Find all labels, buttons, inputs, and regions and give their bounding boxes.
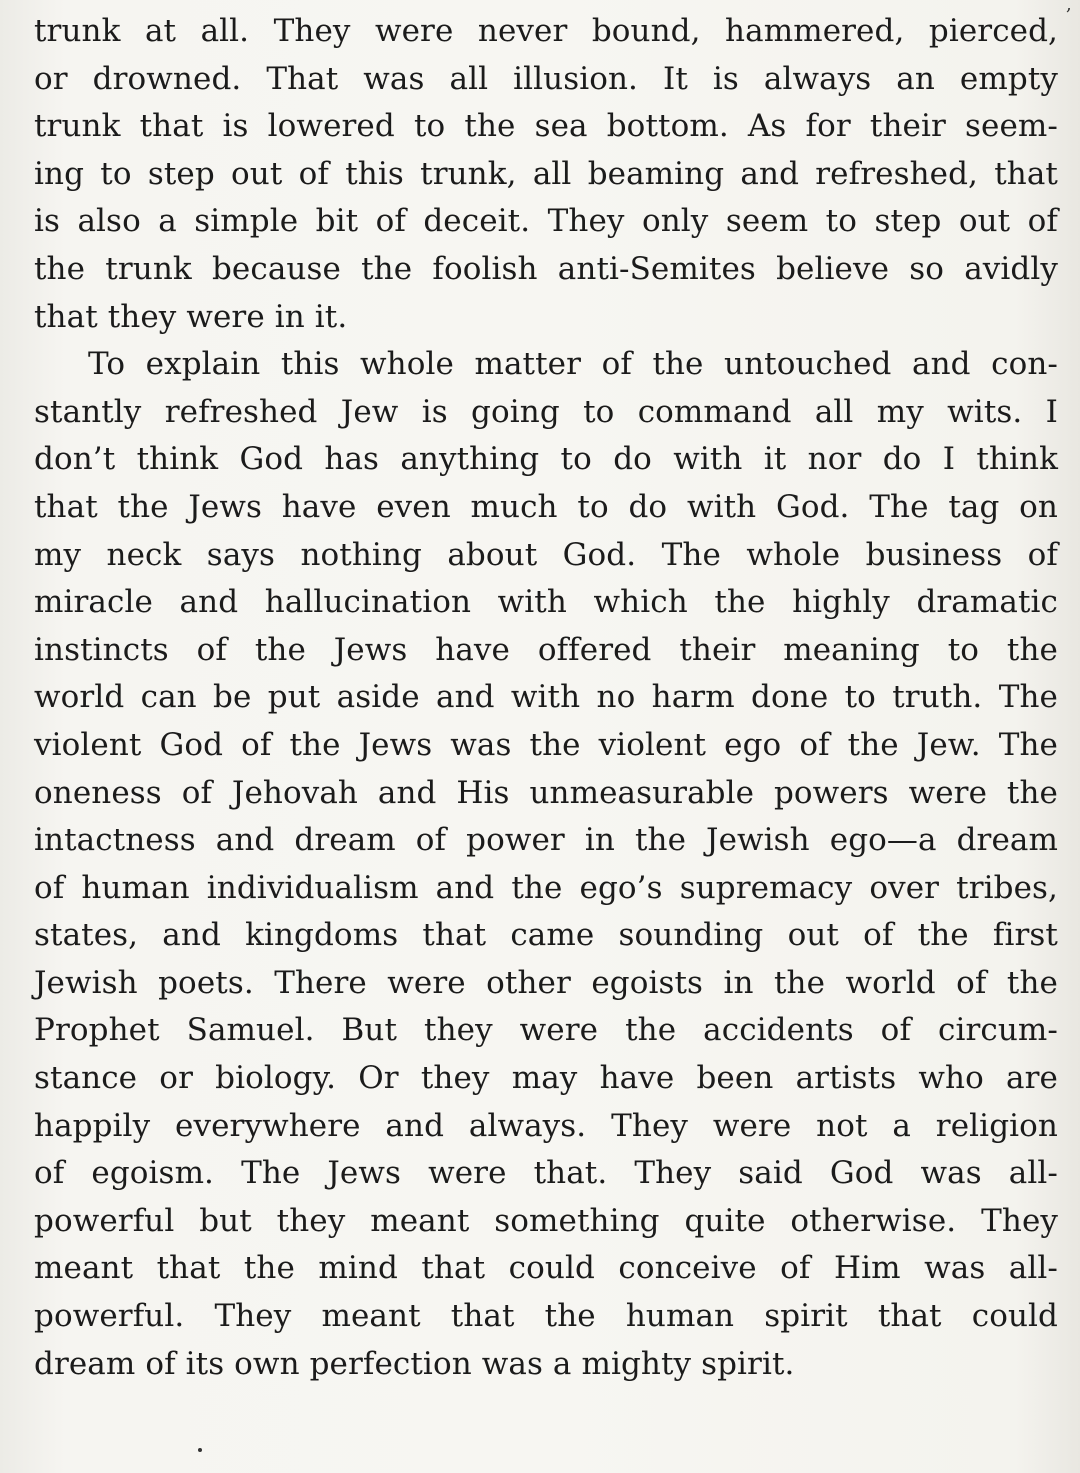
text-line: instincts of the Jews have offered their meaning to the	[34, 631, 1058, 668]
text-line: ing to step out of this trunk, all beaming and refreshed, that	[34, 155, 1058, 192]
paragraph-1	[34, 8, 1058, 341]
text-line: of egoism. The Jews were that. They said God was all-	[34, 1155, 1058, 1192]
text-line: happily everywhere and always. They were not a religion	[34, 1107, 1058, 1144]
text-line: that the Jews have even much to do with God. The tag on	[34, 488, 1058, 525]
text-line: the trunk because the foolish anti-Semites believe so avidly	[34, 250, 1058, 287]
text-line: world can be put aside and with no harm done to truth. The	[34, 679, 1058, 716]
text-line: miracle and hallucination with which the highly dramatic	[34, 584, 1058, 621]
page-corner-mark: ,	[1066, 0, 1072, 15]
text-line: To explain this whole matter of the untouched and con-	[88, 346, 1058, 383]
text-line: dream of its own perfection was a mighty spirit.	[34, 1345, 795, 1382]
text-line: intactness and dream of power in the Jewish ego—a dream	[34, 822, 1058, 859]
text-line: don’t think God has anything to do with it nor do I think	[34, 441, 1058, 478]
text-line: states, and kingdoms that came sounding out of the first	[34, 917, 1058, 954]
text-line: Prophet Samuel. But they were the accidents of circum-	[34, 1012, 1058, 1049]
text-line: meant that the mind that could conceive of Him was all-	[34, 1250, 1058, 1287]
text-line: my neck says nothing about God. The whole business of	[34, 536, 1058, 573]
text-line: stance or biology. Or they may have been artists who are	[34, 1060, 1058, 1097]
text-line: trunk that is lowered to the sea bottom. As for their seem-	[34, 108, 1058, 145]
body-text	[34, 8, 1058, 1388]
text-line: Jewish poets. There were other egoists in the world of the	[34, 964, 1058, 1001]
paragraph-2	[34, 341, 1058, 1388]
text-line: stantly refreshed Jew is going to command all my wits. I	[34, 393, 1058, 430]
text-line: that they were in it.	[34, 298, 348, 335]
text-line: or drowned. That was all illusion. It is always an empty	[34, 60, 1058, 97]
text-line: trunk at all. They were never bound, hammered, pierced,	[34, 13, 1058, 49]
text-line: violent God of the Jews was the violent ego of the Jew. The	[34, 726, 1058, 763]
text-line: is also a simple bit of deceit. They only seem to step out of	[34, 203, 1058, 240]
text-line: powerful. They meant that the human spirit that could	[34, 1298, 1058, 1335]
text-line: powerful but they meant something quite otherwise. They	[34, 1202, 1058, 1239]
text-line: oneness of Jehovah and His unmeasurable powers were the	[34, 774, 1058, 811]
text-line: of human individualism and the ego’s supremacy over tribes,	[34, 869, 1058, 906]
print-speck	[198, 1448, 202, 1452]
